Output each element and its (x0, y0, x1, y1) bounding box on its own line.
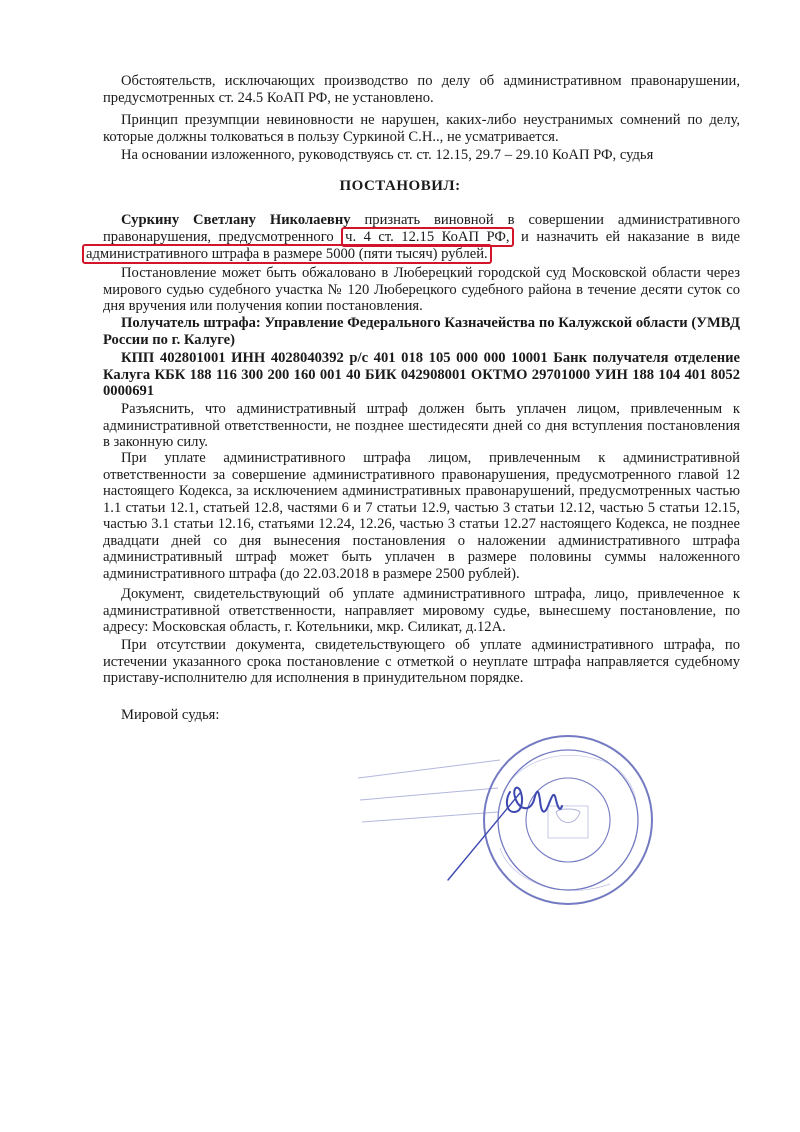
document-paragraph: Документ, свидетельствующий об уплате административного штрафа, лицо, привлеченное к административной ответственности, направляет мировому судье, вынесшему постановление, по адресу: Московская область, г. Котельники, мкр. Силикат, д.12А. (103, 586, 740, 635)
explain-paragraph: Разъяснить, что административный штраф должен быть уплачен лицом, привлеченным к административной ответственности, не позднее шестидесяти дней со дня вступления постановления в законную силу. (103, 401, 740, 450)
rectangular-stamp (358, 760, 500, 822)
appeal-paragraph: Постановление может быть обжаловано в Люберецкий городской суд Московской области через мирового судью судебного участка № 120 Люберецкого судебного района в течение десяти суток со дня вручения или получения копии постановления. (103, 265, 740, 314)
round-seal (484, 736, 652, 904)
intro-paragraph-1: Обстоятельств, исключающих производство по делу об административном правонарушении, предусмотренных ст. 24.5 КоАП РФ, не установлено. (103, 73, 740, 106)
absence-paragraph: При отсутствии документа, свидетельствующего об уплате административного штрафа, по истечении указанного срока постановление с отметкой о неуплате штрафа направляется судебному приставу-исполнителю для исполнения в принудительном порядке. (103, 637, 740, 686)
bank-requisites: КПП 402801001 ИНН 4028040392 р/с 401 018 105 000 000 10001 Банк получателя отделение Калуга КБК 188 116 300 200 160 001 40 БИК 042908001 ОКТМО 29701000 УИН 188 104 401 8052 0000691 (103, 350, 740, 399)
defendant-name: Суркину Светлану Николаевну (121, 212, 351, 228)
fine-highlight: административного штрафа в размере 5000 (пяти тысяч) рублей. (82, 244, 492, 264)
intro-paragraph-2: Принцип презумпции невиновности не нарушен, каких-либо неустранимых сомнений по делу, которые должны толковаться в пользу Суркиной С.Н.., не усматривается. (103, 112, 740, 145)
decision-text-1: признать виновной в совершении административного правонарушения, предусмотренного (103, 212, 740, 245)
judge-label: Мировой судья: (121, 707, 220, 723)
decision-text-2: и назначить ей наказание в виде (513, 229, 740, 245)
recipient-paragraph: Получатель штрафа: Управление Федерального Казначейства по Калужской области (УМВД России по г. Калуге) (103, 315, 740, 348)
article-highlight: ч. 4 ст. 12.15 КоАП РФ, (341, 227, 513, 247)
signature (448, 788, 562, 880)
decision-heading: ПОСТАНОВИЛ: (339, 178, 461, 194)
half-payment-paragraph: При уплате административного штрафа лицом, привлеченным к административной ответственности за совершение административного правонарушения, предусмотренного главой 12 настоящего Кодекса, за исключением административных правонарушений, предусмотренных частью 1.1 статьи 12.1, статьей 12.8, частями 6 и 7 статьи 12.9, частью 3 статьи 12.12, частью 5 статьи 12.15, частью 3.1 статьи 12.16, статьями 12.24, 12.26, частью 3 статьи 12.27 настоящего Кодекса, не позднее двадцати дней со дня вынесения постановления о наложении административного штрафа административный штраф может быть уплачен в размере половины суммы наложенного административного штрафа (до 22.03.2018 в размере 2500 рублей). (103, 450, 740, 582)
intro-paragraph-3: На основании изложенного, руководствуясь ст. ст. 12.15, 29.7 – 29.10 КоАП РФ, судья (121, 147, 654, 163)
